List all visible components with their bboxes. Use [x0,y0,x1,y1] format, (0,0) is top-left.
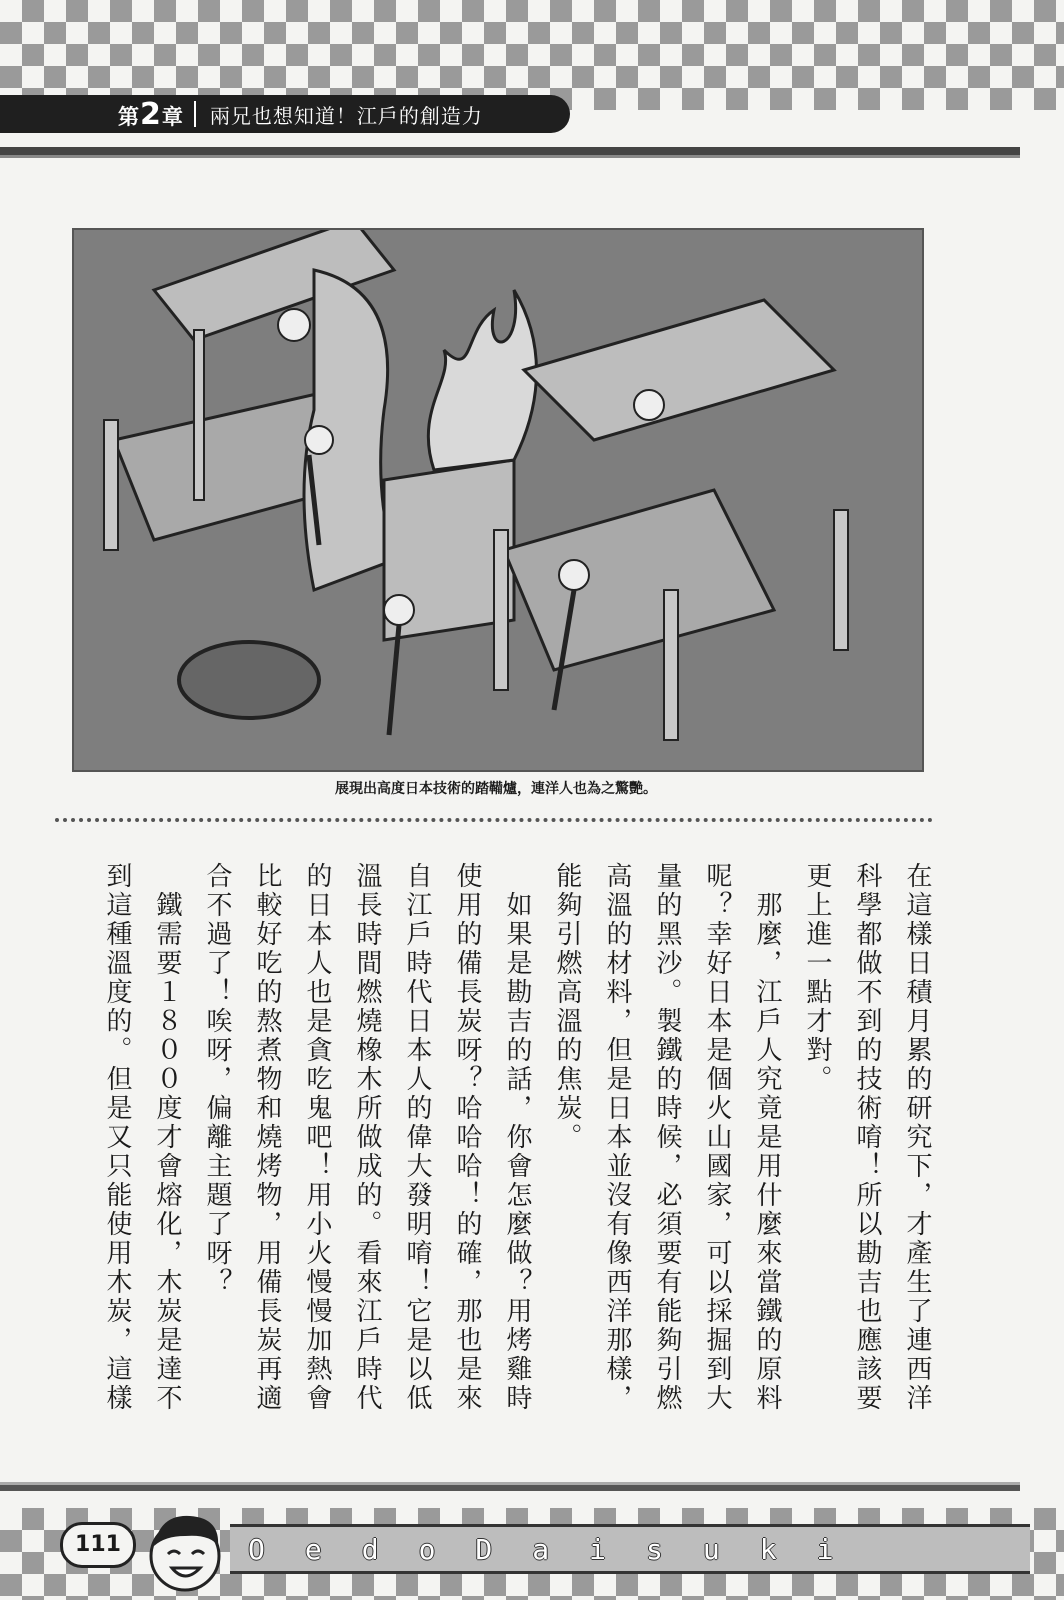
chapter-number: 2 [140,96,162,132]
chapter-label: 第2章 [118,96,184,132]
brand-text: OedoDaisuki [248,1532,874,1566]
chapter-header-bar [0,95,570,133]
molten-pit [179,642,319,718]
tatara-furnace-illustration [72,228,924,772]
page-number: 111 [60,1522,136,1568]
body-text: 在這樣日積月累的研究下，才產生了連西洋 科學都做不到的技術唷！所以勘吉也應該要 更上進一點才對。 那麼，江戶人究竟是用什麼來當鐵的原料 呢？幸好日本是個火山國家，可以採掘到大 量的黑沙。製鐵的時候，必須要有能夠引燃 高溫的材料，但是日本並沒有像西洋那樣， 能夠引燃高溫的焦炭。 如果是勘吉的話，你會怎麼做？用烤雞時 使用的備長炭呀？哈哈哈！的確，那也是來 自江戶時代日本人的偉大發明唷！它是以低 溫長時間燃燒橡木所做成的。看來江戶時代 的日本人也是貪吃鬼吧！用小火慢慢加熱會 比較好吃的熬煮物和燒烤物，用備長炭再適 合不過了！唉呀，偏離主題了呀？ 鐵需要１８００度才會熔化，木炭是達不 到這種溫度的。但是又只能使用木炭，這樣 [102,862,932,1413]
illustration-caption: 展現出高度日本技術的踏鞴爐，連洋人也為之驚艷。 [335,781,657,797]
brand-banner [230,1524,1030,1574]
chapter-separator [194,101,196,127]
header-rule [0,147,1020,158]
mascot-face-icon [140,1506,230,1596]
furnace-drawing [74,230,922,770]
chapter-title: 兩兄也想知道！江戶的創造力 [209,103,483,128]
footer-rule [0,1482,1020,1491]
dotted-divider [55,818,933,822]
top-checker-band [0,0,1064,110]
